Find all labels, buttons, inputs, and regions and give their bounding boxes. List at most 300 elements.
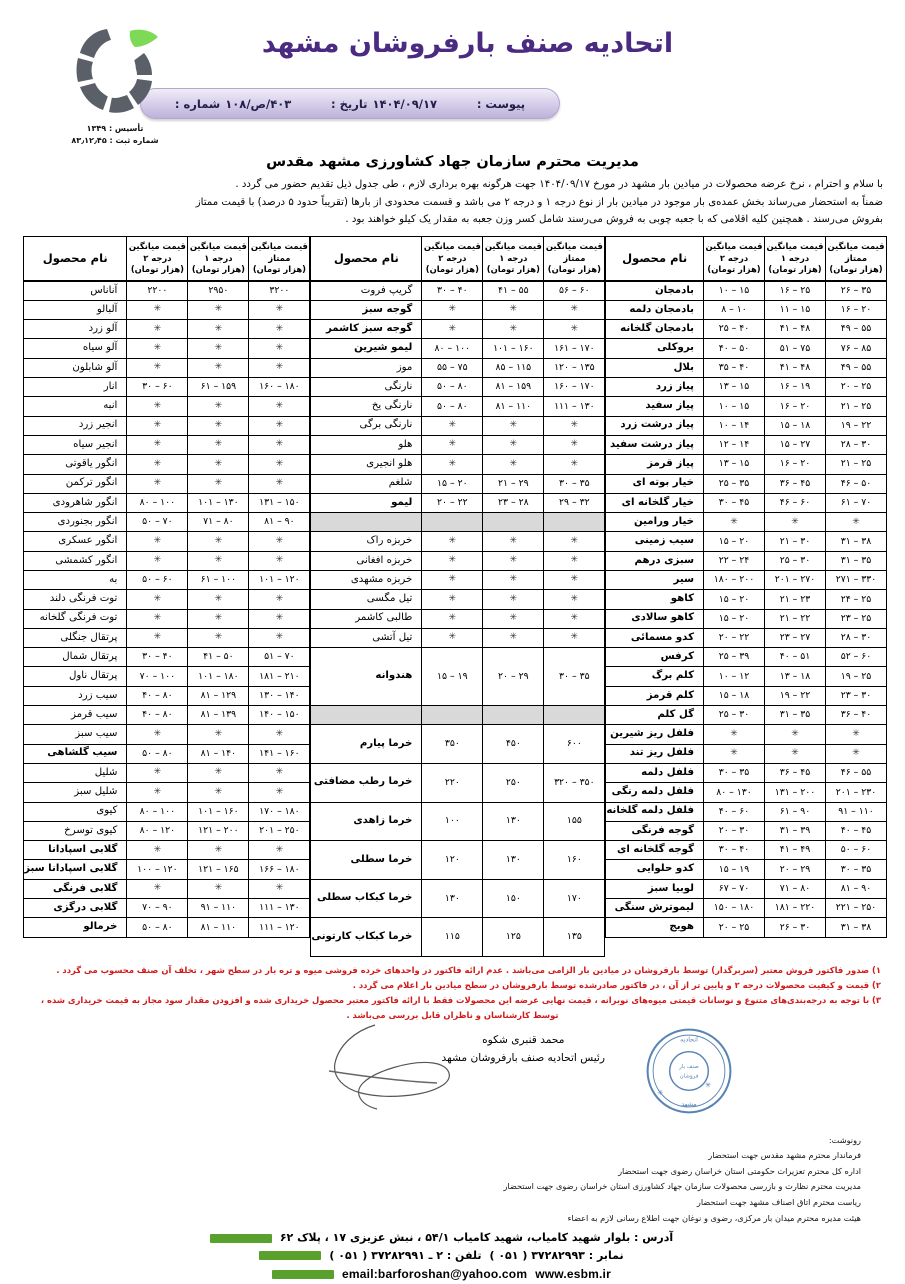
table-row <box>606 609 887 628</box>
cell-price-premium: ۲۳۰ – ۲۰۱ <box>826 783 887 802</box>
cell-price-premium: ✳ <box>249 628 310 647</box>
cell-price-grade2: ۸۰ – ۴۰ <box>127 686 188 705</box>
cell-product-name: انگور کشمشی <box>24 551 127 570</box>
col-header-grade2 <box>422 236 483 281</box>
cell-product-name: گلابی درگزی <box>24 899 127 918</box>
table-row <box>24 667 310 686</box>
table-row <box>606 474 887 493</box>
header-line-1: قیمت میانگین <box>827 241 885 252</box>
cell-price-grade1: ✳ <box>483 628 544 647</box>
cell-price-grade1: ✳ <box>483 300 544 319</box>
cell-product-name: پیاز زرد <box>606 378 704 397</box>
svg-text:✳: ✳ <box>704 1080 712 1090</box>
table-row <box>24 879 310 898</box>
cell-price-grade2: ۲۰ – ۱۵ <box>422 474 483 493</box>
cell-product-name: طالبی کاشمر <box>311 609 422 628</box>
cell-price-grade2: ✳ <box>127 320 188 339</box>
cell-price-premium: ✳ <box>249 879 310 898</box>
cell-price-grade1: ✳ <box>765 513 826 532</box>
header-line-2: درجه ۱ <box>204 252 233 263</box>
cell-price-premium: ✳ <box>249 455 310 474</box>
table-row <box>24 416 310 435</box>
table-row <box>606 879 887 898</box>
cell-product-name: انگور عسکری <box>24 532 127 551</box>
intro-paragraph-1: با سلام و احترام ، نرخ عرضه محصولات در میادین بار مشهد در مورخ ۱۴۰۴/۰۹/۱۷ جهت هرگونه بهره برداری لازم ، طی جدول ذیل تقدیم حضور می گردد . <box>235 179 883 190</box>
header-line-1: قیمت میانگین <box>766 241 824 252</box>
svg-text:مشهد: مشهد <box>681 1099 697 1108</box>
cell-price-grade1: ✳ <box>483 532 544 551</box>
cell-price-grade2: ✳ <box>422 416 483 435</box>
cell-price-grade1: ✳ <box>188 725 249 744</box>
cell-product-name: هویج <box>606 918 704 937</box>
cell-product-name: به <box>24 571 127 590</box>
table-row <box>311 571 605 590</box>
letter-addressee: مدیریت محترم سازمان جهاد کشاورزی مشهد مقدس <box>266 154 639 170</box>
number-field <box>175 97 291 111</box>
carbon-copy-list <box>0 1133 883 1226</box>
cell-product-name: نارنگی یخ <box>311 397 422 416</box>
header-line-3: (هزار تومان) <box>768 263 822 274</box>
logo-registration-number: شماره ثبت : ۸۳٫۱۲٫۴۵ <box>71 135 159 145</box>
union-logo-icon <box>63 25 167 117</box>
cell-price-grade1: ۳۰ – ۲۵ <box>765 551 826 570</box>
cc-item: مدیریت محترم نظارت و بازرسی محصولات سازمان جهاد کشاورزی استان خراسان رضوی جهت استحضار <box>503 1181 861 1192</box>
cell-price-grade1: ۱۶۰ – ۱۰۱ <box>188 802 249 821</box>
table-row <box>606 339 887 358</box>
cell-product-name: هلو <box>311 435 422 454</box>
cell-price-premium: ✳ <box>249 300 310 319</box>
cell-price-premium: ۱۲۰ – ۱۰۱ <box>249 571 310 590</box>
cell-product-name: گریپ فروت <box>311 281 422 300</box>
cell-price-premium: ۱۶۰ <box>544 841 605 880</box>
header-line-3: (هزار تومان) <box>425 263 479 274</box>
header-line-1: قیمت میانگین <box>189 241 247 252</box>
cell-price-grade1: ۲۰ – ۱۶ <box>765 397 826 416</box>
cell-product-name: انگور بجنوردی <box>24 513 127 532</box>
cell-price-premium: ۲۵ – ۲۱ <box>826 397 887 416</box>
cell-price-grade2: ۸۰ – ۵۰ <box>422 378 483 397</box>
table-row <box>311 435 605 454</box>
table-row <box>311 281 605 300</box>
table-row <box>606 435 887 454</box>
cell-price-grade1: ۱۶۰ – ۱۰۱ <box>483 339 544 358</box>
cell-product-name: انگور ترکمن <box>24 474 127 493</box>
cell-price-premium: ۲۵۰ – ۲۰۱ <box>249 821 310 840</box>
cell-price-grade2: ۱۵ – ۱۳ <box>704 378 765 397</box>
web-row <box>0 1265 883 1284</box>
cell-price-premium: ✳ <box>544 590 605 609</box>
cell-price-grade2: ✳ <box>127 455 188 474</box>
cell-price-grade1: ۵۵ – ۴۱ <box>483 281 544 300</box>
cell-price-grade2: ✳ <box>127 474 188 493</box>
cell-price-grade1: ۴۵ – ۳۶ <box>765 763 826 782</box>
cell-price-grade1: ۴۸ – ۴۱ <box>765 358 826 377</box>
cell-price-premium: ۳۸ – ۳۱ <box>826 918 887 937</box>
cell-price-grade1: ۳۹ – ۳۱ <box>765 821 826 840</box>
table-row <box>606 841 887 860</box>
cell-price-grade2: ✳ <box>422 320 483 339</box>
cell-price-premium: ✳ <box>544 628 605 647</box>
table-row <box>24 628 310 647</box>
cell-price-premium: ✳ <box>544 435 605 454</box>
table-row <box>24 378 310 397</box>
col-header-product: نام محصول <box>606 236 704 281</box>
header-line-1: قیمت میانگین <box>545 241 603 252</box>
svg-text:فروشان: فروشان <box>679 1073 699 1080</box>
cell-price-premium: ✳ <box>249 532 310 551</box>
table-row-spacer <box>311 706 605 725</box>
cell-product-name: توت فرنگی گلخانه <box>24 609 127 628</box>
cell-price-grade2: ۴۰ – ۳۵ <box>704 358 765 377</box>
table-row <box>606 667 887 686</box>
table-row <box>606 358 887 377</box>
cell-price-premium: ۲۵ – ۲۰ <box>826 378 887 397</box>
table-row <box>311 320 605 339</box>
table-header-row <box>311 236 605 281</box>
cell-price-premium: ۳۵ – ۳۰ <box>826 860 887 879</box>
table-head-left <box>606 236 887 281</box>
cell-product-name: خربزه افغانی <box>311 551 422 570</box>
organization-title: اتحادیه صنف بارفروشان مشهد <box>261 28 674 59</box>
cell-price-grade2: ۱۲ – ۱۰ <box>704 667 765 686</box>
cell-product-name: خیار ورامین <box>606 513 704 532</box>
table-row <box>24 281 310 300</box>
intro-paragraph-2: ضمناً به استحضار می‌رساند بخش عمده‌ی بار موجود در میادین بار از نوع درجه ۱ و درجه ۲ می باشد و قسمت محدودی از بارها (تقریباً حدود ۵ درصد) با قیمت ممتاز <box>195 196 883 208</box>
cell-product-name: خربزه مشهدی <box>311 571 422 590</box>
table-head-middle <box>311 236 605 281</box>
cell-price-premium: ✳ <box>249 397 310 416</box>
cell-price-grade1: ۲۵ – ۱۶ <box>765 281 826 300</box>
cell-price-grade2: ✳ <box>422 435 483 454</box>
cell-price-premium: ۹۰ – ۸۱ <box>826 879 887 898</box>
cell-price-grade1: ۳۵ – ۳۱ <box>765 706 826 725</box>
email-link[interactable]: email:barforoshan@yahoo.com <box>342 1266 528 1281</box>
header-line-1: قیمت میانگین <box>705 241 763 252</box>
cell-price-grade1: ۲۹۵۰ <box>188 281 249 300</box>
cell-product-name: فلفل ریز شیرین <box>606 725 704 744</box>
cell-price-premium: ۳۸ – ۳۱ <box>826 532 887 551</box>
cell-price-grade1: ۲۷ – ۱۵ <box>765 435 826 454</box>
cell-product-name: خرما کبکاب سطلی <box>311 879 422 918</box>
cell-price-grade2: ۱۰۰ – ۸۰ <box>422 339 483 358</box>
signatory-title: رئیس اتحادیه صنف بارفروشان مشهد <box>441 1052 605 1065</box>
cell-product-name: سیب گلشاهی <box>24 744 127 763</box>
table-header-row <box>24 236 310 281</box>
date-field <box>331 97 437 111</box>
table-row <box>606 860 887 879</box>
cell-price-premium: ✳ <box>249 841 310 860</box>
cell-price-premium: ۲۱۰ – ۱۸۱ <box>249 667 310 686</box>
cell-price-premium: ۱۸۰ – ۱۶۰ <box>249 378 310 397</box>
cell-product-name: پیاز درشت زرد <box>606 416 704 435</box>
cell-price-grade1: ۱۵۹ – ۶۱ <box>188 378 249 397</box>
cell-price-premium: ۲۵ – ۲۱ <box>826 455 887 474</box>
cell-product-name: فلفل دلمه رنگی <box>606 783 704 802</box>
cell-product-name: بلال <box>606 358 704 377</box>
cell-price-grade1: ۱۸۰ – ۱۰۱ <box>188 667 249 686</box>
cell-price-grade1: ✳ <box>188 339 249 358</box>
footnote-3: ۳) با توجه به درجه‌بندی‌های متنوع و نوسانات قیمتی میوه‌های نوبرانه ، قیمت نهایی عرضه این محصولات فقط با ارائه فاکتور معتبر محصول خریداری شده و افزودن مقدار سود مجاز به قیمت خریداری شده ، <box>40 994 881 1005</box>
cell-price-grade1: ۲۹ – ۲۰ <box>765 860 826 879</box>
table-row <box>24 339 310 358</box>
cell-price-premium: ۲۵ – ۲۳ <box>826 609 887 628</box>
cell-price-premium: ۱۴۰ – ۱۳۰ <box>249 686 310 705</box>
cell-price-premium: ۱۶۰ – ۱۴۱ <box>249 744 310 763</box>
cell-product-name: بروکلی <box>606 339 704 358</box>
cell-price-grade2: ۲۰۰ – ۱۸۰ <box>704 571 765 590</box>
cell-price-grade2: ۱۲۰ – ۸۰ <box>127 821 188 840</box>
cell-price-premium: ۵۵ – ۴۹ <box>826 320 887 339</box>
header-line-3: (هزار تومان) <box>130 263 184 274</box>
cell-price-grade1: ۱۹ – ۱۶ <box>765 378 826 397</box>
cell-price-grade2: ✳ <box>127 358 188 377</box>
cell-price-grade1: ۱۲۹ – ۸۱ <box>188 686 249 705</box>
table-row <box>311 339 605 358</box>
footnote-1: ۱) صدور فاکتور فروش معتبر (سربرگدار) توسط بارفروشان در میادین بار الزامی می‌باشد . عدم ارائه فاکتور در واحدهای خرده فروشی میوه و تره بار در سطح شهر ، تخلف آن صنف محسوب می گردد . <box>56 964 881 975</box>
table-row <box>24 532 310 551</box>
cell-price-grade2: ۱۳۰ <box>422 879 483 918</box>
cell-price-grade1: ۴۸ – ۴۱ <box>765 320 826 339</box>
table-row <box>311 590 605 609</box>
empty-cell <box>311 706 422 725</box>
address-highlight-bar <box>210 1234 272 1243</box>
cell-price-grade2: ۷۰ – ۶۷ <box>704 879 765 898</box>
cell-price-grade1: ۲۰۰ – ۱۳۱ <box>765 783 826 802</box>
cell-price-grade2: ۶۰ – ۴۰ <box>704 802 765 821</box>
number-label: شماره : <box>174 96 221 111</box>
footnotes <box>0 963 905 1023</box>
cell-price-premium: ۶۰ – ۵۶ <box>544 281 605 300</box>
cell-price-grade1: ۲۷۰ – ۲۰۱ <box>765 571 826 590</box>
date-label: تاریخ : <box>331 96 368 111</box>
cell-price-grade2: ✳ <box>127 725 188 744</box>
cell-product-name: کرفس <box>606 648 704 667</box>
table-row <box>606 571 887 590</box>
cell-price-premium: ✳ <box>544 300 605 319</box>
table-row <box>606 686 887 705</box>
cell-price-grade2: ✳ <box>127 841 188 860</box>
table-row <box>24 455 310 474</box>
cell-price-premium: ۱۱۰ – ۹۱ <box>826 802 887 821</box>
cell-price-grade1: ۱۸ – ۱۳ <box>765 667 826 686</box>
cell-price-grade1: ✳ <box>188 628 249 647</box>
price-table-vegetables <box>605 236 887 938</box>
cell-price-grade1: ✳ <box>188 532 249 551</box>
cc-item: هیئت مدیره محترم میدان بار مرکزی، رضوی و نوغان جهت اطلاع رسانی لازم به اعضاء <box>567 1212 861 1223</box>
website-link[interactable]: www.esbm.ir <box>535 1266 611 1281</box>
cell-price-grade1: ۱۱۰ – ۹۱ <box>188 899 249 918</box>
cell-price-grade2: ۳۵۰ <box>422 725 483 764</box>
cell-price-premium: ۱۲۰ – ۱۱۱ <box>249 918 310 937</box>
table-row <box>606 320 887 339</box>
cell-price-premium: ۳۵ – ۲۶ <box>826 281 887 300</box>
cell-price-grade1: ۳۰ – ۲۶ <box>765 918 826 937</box>
cell-product-name: خرما کبکاب کارتونی <box>311 918 422 957</box>
cell-price-premium: ✳ <box>544 609 605 628</box>
contact-footer <box>0 1229 905 1284</box>
table-row <box>311 416 605 435</box>
table-row <box>311 474 605 493</box>
table-row <box>24 860 310 879</box>
cell-product-name: انار <box>24 378 127 397</box>
cell-price-premium: ✳ <box>826 513 887 532</box>
header-line-2: درجه ۲ <box>438 252 467 263</box>
empty-cell <box>544 513 605 532</box>
cell-product-name: گوجه سبز کاشمر <box>311 320 422 339</box>
cell-price-grade1: ✳ <box>483 590 544 609</box>
cell-price-premium: ۹۰ – ۸۱ <box>249 513 310 532</box>
cell-product-name: هلو انجیری <box>311 455 422 474</box>
cell-product-name: خرمالو <box>24 918 127 937</box>
table-row <box>24 590 310 609</box>
cell-price-premium: ۳۰ – ۲۳ <box>826 686 887 705</box>
cell-price-grade1: ۱۳۰ <box>483 802 544 841</box>
table-row <box>311 841 605 880</box>
col-header-product: نام محصول <box>311 236 422 281</box>
cell-price-grade2: ۱۰۰ – ۸۰ <box>127 493 188 512</box>
cell-price-grade2: ✳ <box>127 763 188 782</box>
table-row <box>24 706 310 725</box>
cell-price-premium: ۱۸۰ – ۱۶۶ <box>249 860 310 879</box>
phone-highlight-bar <box>259 1251 321 1260</box>
cell-price-grade2: ۳۵ – ۲۵ <box>704 474 765 493</box>
cell-price-grade2: ۱۰ – ۸ <box>704 300 765 319</box>
cell-price-grade2: ✳ <box>422 628 483 647</box>
cell-product-name: موز <box>311 358 422 377</box>
cell-product-name: گوجه گلخانه ای <box>606 841 704 860</box>
cell-price-grade1: ✳ <box>188 551 249 570</box>
table-row <box>24 435 310 454</box>
cell-product-name: کدو حلوایی <box>606 860 704 879</box>
table-row <box>606 899 887 918</box>
cell-price-grade2: ۱۲۰ <box>422 841 483 880</box>
cell-product-name: بادمجان گلخانه <box>606 320 704 339</box>
cell-price-premium: ۱۷۰ – ۱۶۱ <box>544 339 605 358</box>
table-row <box>606 397 887 416</box>
table-row <box>24 551 310 570</box>
cell-product-name: لوبیا سبز <box>606 879 704 898</box>
table-row <box>311 397 605 416</box>
cell-price-grade1: ۷۵ – ۵۱ <box>765 339 826 358</box>
cell-price-premium: ۱۵۵ <box>544 802 605 841</box>
table-row <box>311 358 605 377</box>
cell-product-name: پرتقال جنگلی <box>24 628 127 647</box>
cell-price-grade2: ✳ <box>704 513 765 532</box>
cell-product-name: نارنگی <box>311 378 422 397</box>
cell-product-name: شلیل سبز <box>24 783 127 802</box>
phone-row <box>0 1247 883 1265</box>
cell-price-grade1: ۲۲ – ۱۹ <box>765 686 826 705</box>
cell-product-name: پرتقال ناول <box>24 667 127 686</box>
cell-product-name: گوجه فرنگی <box>606 821 704 840</box>
cell-price-premium: ✳ <box>249 783 310 802</box>
cell-price-premium: ✳ <box>249 725 310 744</box>
cell-price-premium: ۶۰۰ <box>544 725 605 764</box>
col-header-grade1 <box>483 236 544 281</box>
cell-product-name: شلیل <box>24 763 127 782</box>
cell-price-grade2: ۷۵ – ۵۵ <box>422 358 483 377</box>
cell-price-grade1: ۲۰۰ – ۱۲۱ <box>188 821 249 840</box>
cell-price-grade1: ۲۸ – ۲۳ <box>483 493 544 512</box>
table-row <box>311 378 605 397</box>
cell-product-name: هندوانه <box>311 648 422 706</box>
col-header-grade2 <box>127 236 188 281</box>
cell-price-grade2: ۱۳۰ – ۸۰ <box>704 783 765 802</box>
table-row <box>606 532 887 551</box>
table-row <box>311 628 605 647</box>
cell-price-grade2: ۳۰ – ۲۰ <box>704 821 765 840</box>
header-line-3: (هزار تومان) <box>191 263 245 274</box>
cell-price-premium: ۲۵ – ۲۴ <box>826 590 887 609</box>
cc-item: ریاست محترم اتاق اصناف مشهد جهت استحضار <box>696 1197 861 1208</box>
cell-price-grade2: ✳ <box>422 590 483 609</box>
cell-price-premium: ✳ <box>249 551 310 570</box>
cell-price-grade1: ۲۹ – ۲۱ <box>483 474 544 493</box>
cell-price-grade1: ✳ <box>483 571 544 590</box>
cell-product-name: خربزه راک <box>311 532 422 551</box>
cell-product-name: سیب زمینی <box>606 532 704 551</box>
header-line-2: ممتاز <box>268 252 291 263</box>
price-tables-container <box>0 236 905 957</box>
table-row <box>311 802 605 841</box>
cell-price-grade2: ۸۰ – ۴۰ <box>127 706 188 725</box>
cell-product-name: توت فرنگی دلند <box>24 590 127 609</box>
cell-price-premium: ✳ <box>249 358 310 377</box>
cell-price-premium: ۱۳۰ – ۱۱۱ <box>249 899 310 918</box>
table-row <box>606 725 887 744</box>
cell-product-name: خرما پیارم <box>311 725 422 764</box>
cell-product-name: کلم برگ <box>606 667 704 686</box>
cell-price-premium: ۶۰ – ۵۰ <box>826 841 887 860</box>
table-row <box>606 763 887 782</box>
table-row <box>24 300 310 319</box>
cell-price-grade2: ۴۰ – ۳۰ <box>422 281 483 300</box>
cell-price-premium: ۵۰ – ۴۶ <box>826 474 887 493</box>
cell-price-grade1: ۱۳۰ – ۱۰۱ <box>188 493 249 512</box>
empty-cell <box>422 706 483 725</box>
cell-price-premium: ۱۵۰ – ۱۴۰ <box>249 706 310 725</box>
cell-price-grade2: ۱۰۰ <box>422 802 483 841</box>
cell-price-premium: ۱۷۰ – ۱۶۰ <box>544 378 605 397</box>
cell-product-name: کیوی <box>24 802 127 821</box>
cc-title: رونوشت: <box>828 1134 861 1145</box>
cell-price-grade2: ۵۰ – ۴۰ <box>704 339 765 358</box>
col-header-grade1 <box>765 236 826 281</box>
header-line-3: (هزار تومان) <box>547 263 601 274</box>
cell-price-grade2: ۲۵ – ۲۰ <box>704 918 765 937</box>
cell-price-premium: ۸۵ – ۷۶ <box>826 339 887 358</box>
cell-price-grade1: ✳ <box>188 320 249 339</box>
cell-price-grade2: ۱۲۰ – ۱۰۰ <box>127 860 188 879</box>
cell-price-grade2: ۲۰ – ۱۵ <box>704 532 765 551</box>
cell-price-grade1: ۱۸ – ۱۵ <box>765 416 826 435</box>
cell-price-premium: ۲۵ – ۱۹ <box>826 667 887 686</box>
cell-price-grade1: ۲۲۰ – ۱۸۱ <box>765 899 826 918</box>
cell-price-grade1: ✳ <box>483 435 544 454</box>
cell-price-premium: ۲۲ – ۱۹ <box>826 416 887 435</box>
cell-product-name: لیمو <box>311 493 422 512</box>
cell-price-grade1: ۶۰ – ۴۶ <box>765 493 826 512</box>
date-value: ۱۴۰۴/۰۹/۱۷ <box>372 96 438 111</box>
cell-price-grade1: ۸۰ – ۷۱ <box>188 513 249 532</box>
cell-price-grade1: ۱۱۵ – ۸۵ <box>483 358 544 377</box>
table-row <box>606 300 887 319</box>
table-row <box>24 609 310 628</box>
cell-price-grade2: ۱۵ – ۱۰ <box>704 281 765 300</box>
fax-text: نمابر : ۳۷۲۸۲۹۹۳ ( ۰۵۱ ) <box>489 1249 624 1263</box>
table-row <box>24 763 310 782</box>
cell-price-grade1: ✳ <box>483 416 544 435</box>
